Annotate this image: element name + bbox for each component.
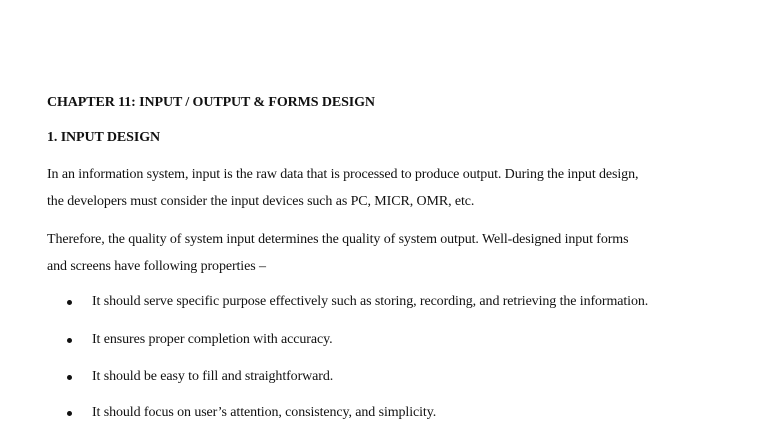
list-item-text: It should serve specific purpose effectively such as storing, recording, and retrieving the information. bbox=[92, 294, 649, 309]
paragraph-1-line-2: the developers must consider the input devices such as PC, MICR, OMR, etc. bbox=[47, 194, 475, 209]
chapter-heading: CHAPTER 11: INPUT / OUTPUT & FORMS DESIGN bbox=[47, 95, 375, 110]
section-heading: 1. INPUT DESIGN bbox=[47, 130, 160, 145]
list-item-text: It should be easy to fill and straightforward. bbox=[92, 369, 334, 384]
paragraph-1-line-1: In an information system, input is the raw data that is processed to produce output. During the input design, bbox=[47, 167, 639, 182]
paragraph-2-line-2: and screens have following properties – bbox=[47, 259, 266, 274]
paragraph-2-line-1: Therefore, the quality of system input determines the quality of system output. Well-designed input forms bbox=[47, 232, 629, 247]
list-item-text: It ensures proper completion with accuracy. bbox=[92, 332, 333, 347]
list-item-text: It should focus on user’s attention, consistency, and simplicity. bbox=[92, 405, 437, 420]
